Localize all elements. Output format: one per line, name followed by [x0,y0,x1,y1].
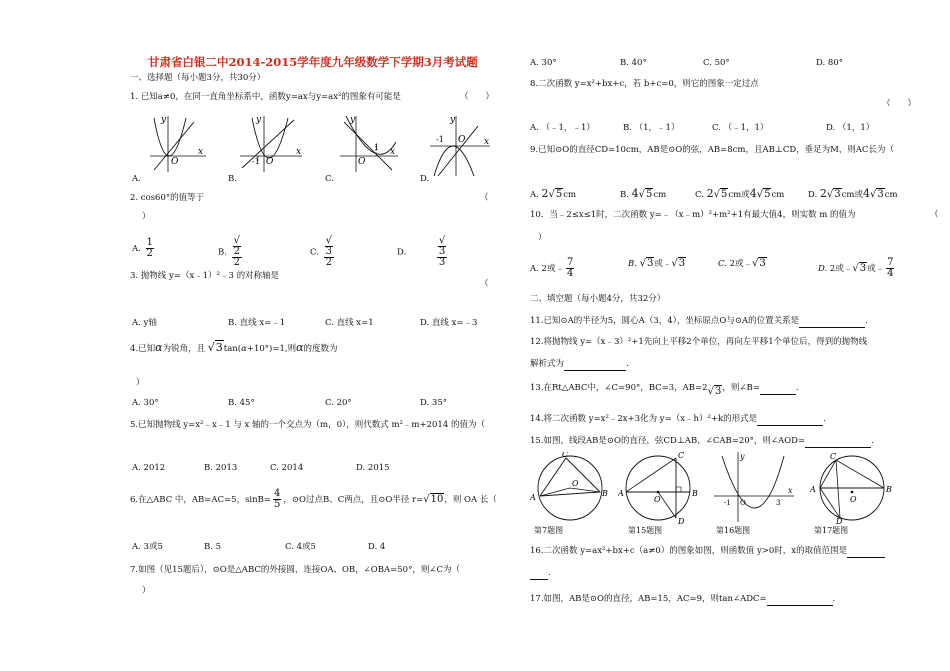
q6-option-c[interactable]: C. 4或5 [285,542,316,552]
q1c-y-label: y [350,115,356,125]
q9-stem: 9.已知⊙O的直径CD=10cm，AB是⊙O的弦，AB=8cm，且AB⊥CD，垂足为M，则AC长为（ [530,145,895,155]
q1a-x-label: x [198,147,204,157]
fig17-b: B [886,485,892,494]
right-column [490,0,950,671]
q1d-neg1: -1 [436,135,444,144]
q4-close-paren: ） [136,378,145,388]
fig15-b: B [692,489,698,498]
q4-option-c[interactable]: C. 20° [325,398,352,408]
fig17-c: C [830,452,837,461]
q14-stem: 14.将二次函数 y=x²﹣2x+3化为 y=（x﹣h）²+k的形式是 . [530,414,826,424]
fig16-three: 3 [776,499,781,507]
q10-stem: 10．当﹣2≤x≤1时，二次函数 y=﹣（x﹣m）²+m²+1有最大值4，则实数 m 的值为 [530,210,856,220]
q2-option-a[interactable]: A. $\frac{1}{2}$ [132,237,153,259]
q11-blank[interactable] [799,316,865,328]
q8-option-d[interactable]: D. （1，1） [826,123,875,133]
q2-paren: （ [480,193,489,203]
fig15-o: O [654,495,661,504]
q8-paren: （ ） [882,99,917,109]
q6-stem: 6.在△ABC 中，AB=AC=5，sinB= $\frac{4}{5}$ ，⊙O过点B、C两点，且⊙O半径 r=√10，则 OA 长（ [130,488,497,510]
fig7-a: A [530,493,536,502]
q15-blank[interactable] [805,436,871,448]
q5-option-a[interactable]: A. 2012 [132,463,166,473]
q2-option-d[interactable]: D. √ 3 3 [397,235,446,268]
q2-stem: 2. cos60°的值等于 [130,193,205,203]
q4-option-b[interactable]: B. 45° [228,398,255,408]
q12-stem-2: 解析式为 . [530,359,629,369]
q16-blank-2[interactable] [530,568,548,580]
q9-option-b[interactable]: B. 4√5cm [620,187,667,200]
fig15-d: D [678,517,685,524]
figure-q17 [808,452,896,524]
q1a-y-label: y [161,115,167,125]
q7-option-d[interactable]: D. 80° [816,58,843,68]
q6-option-b[interactable]: B. 5 [204,542,222,552]
q14-blank[interactable] [757,414,823,426]
q16-blank[interactable] [847,546,885,558]
q1c-x-label: x [390,147,396,157]
q8-option-b[interactable]: B. （1，﹣1） [623,123,680,133]
fig7-b: B [602,489,608,498]
q13-stem: 13.在Rt△ABC中，∠C=90°，BC=3，AB=2√3，则∠B= . [530,383,799,397]
q3-option-c[interactable]: C. 直线 x=1 [325,318,374,328]
q12-stem: 12.将抛物线 y=（x﹣3）²+1先向上平移2个单位，再向左平移1个单位后，得到的抛物线 [530,337,868,347]
caption-fig7: 第7题图 [534,526,564,535]
q17-stem: 17.如图，AB是⊙O的直径，AB=15，AC=9，则tan∠ADC= . [530,594,836,604]
q3-option-a[interactable]: A. y轴 [132,318,157,328]
q11-stem: 11.已知⊙A的半径为5，圆心A（3，4），坐标原点O与⊙A的位置关系是 . [530,316,868,326]
q7-option-c[interactable]: C. 50° [703,58,730,68]
q16-stem-2: . [530,568,551,580]
q1d-y-label: y [450,115,456,125]
q3-option-d[interactable]: D. 直线 x=﹣3 [420,318,478,328]
q8-option-c[interactable]: C. （﹣1，1） [712,123,769,133]
q2-option-b[interactable]: B. √ 2 2 [218,235,241,268]
q3-paren: （ [480,279,489,289]
q1d-x-label: x [484,137,490,147]
q1-graph-a [148,112,208,174]
q17-blank[interactable] [767,594,833,606]
q16-stem: 16.二次函数 y=ax²+bx+c（a≠0）的图象如图，则函数值 y>0时，x的取值范围是 [530,546,885,558]
q1b-x-label: x [296,147,302,157]
q2-option-c[interactable]: C. √ 3 2 [310,235,332,268]
caption-fig17: 第17题图 [814,526,849,535]
q1-graph-b [238,112,304,174]
q13-blank[interactable] [760,383,796,395]
caption-fig16: 第16题图 [716,526,751,535]
fig17-a: A [810,485,816,494]
fig16-o: O [740,499,746,507]
q3-stem: 3. 抛物线 y=（x﹣1）²﹣3 的对称轴是 [130,271,280,281]
q6-option-d[interactable]: D. 4 [368,542,386,552]
fig16-y: y [740,452,745,461]
figure-q16 [710,450,796,524]
q9-option-c[interactable]: C. 2√5cm或4√5cm [695,187,785,200]
q7-close-paren: ） [142,586,151,596]
q1-paren: （ ） [460,92,495,102]
q5-option-c[interactable]: C. 2014 [270,463,304,473]
fig16-neg1: -1 [724,499,731,507]
q10-paren: （ [930,210,939,220]
q5-stem: 5.已知抛物线 y=x²﹣x﹣1 与 x 轴的一个交点为（m，0），则代数式 m²﹣m+2014 的值为（ [130,420,485,430]
q10-option-c[interactable]: C. 2或﹣√3 [718,258,766,269]
q9-option-a[interactable]: A. 2√5cm [530,187,577,200]
q4-option-a[interactable]: A. 30° [132,398,159,408]
section-heading-fill: 二、填空题（每小题4分，共32分） [530,294,666,304]
q5-option-b[interactable]: B. 2013 [204,463,238,473]
figure-q7 [528,452,610,524]
q7-option-b[interactable]: B. 40° [620,58,647,68]
page-title: 甘肃省白银二中2014-2015学年度九年级数学下学期3月考试题 [148,55,478,69]
q1a-origin: O [171,157,179,167]
q1b-origin: O [266,157,274,167]
q7-option-a[interactable]: A. 30° [530,58,557,68]
fig15-a: A [618,489,624,498]
fig16-x: x [788,486,793,495]
q15-stem: 15.如图，线段AB是⊙O的直径，弦CD⊥AB，∠CAB=20°，则∠AOD= . [530,436,874,446]
q1-option-c[interactable]: C. [325,174,334,184]
q1-option-a[interactable]: A. [132,174,141,184]
q1-graph-c [338,112,400,174]
fig17-d: D [836,517,843,524]
q10-option-b[interactable]: B. √3或﹣√3 [628,258,686,269]
q1-option-b[interactable]: B. [228,174,237,184]
q8-stem: 8.二次函数 y=x²+bx+c，若 b+c=0，则它的图象一定过点 [530,79,759,89]
q1-stem: 1. 已知a≠0，在同一直角坐标系中，函数y=ax与y=ax²的图象有可能是 [130,92,401,102]
fig15-c: C [678,452,685,460]
q10-close-paren: ） [538,233,547,243]
q8-option-a[interactable]: A. （﹣1，﹣1） [530,123,595,133]
q12-blank[interactable] [564,359,626,371]
q1b-neg1: -1 [252,157,260,166]
caption-fig15: 第15题图 [628,526,663,535]
fig7-c: C [562,452,569,459]
q1c-origin: O [358,157,366,167]
q3-option-b[interactable]: B. 直线 x=﹣1 [228,318,286,328]
q1b-y-label: y [256,115,262,125]
q1-graph-d [428,112,492,178]
fig17-o: O [850,495,857,504]
q5-option-d[interactable]: D. 2015 [356,463,390,473]
q2-close-paren: ） [142,212,151,222]
q10-option-a[interactable]: A. 2或﹣ $\frac{7}{4}$ [530,257,574,279]
q10-option-d[interactable]: D. 2或﹣√3或﹣ $\frac{7}{4}$ [818,257,894,279]
q7-stem: 7.如图（见15题后），⊙O是△ABC的外接圆，连接OA、OB，∠OBA=50°，则∠C为（ [130,565,460,575]
figure-q15 [618,452,700,524]
q1-option-d[interactable]: D. [420,174,430,184]
q4-stem: 4.已知α为锐角，且 √3tan(α+10°)=1,则α的度数为 [130,341,338,354]
q4-option-d[interactable]: D. 35° [420,398,447,408]
section-heading-choice: 一、选择题（每小题3分，共30分） [130,73,266,83]
q1c-one: 1 [374,143,380,152]
fig7-o: O [572,479,579,488]
q9-option-d[interactable]: D. 2√3cm或4√3cm [808,187,898,200]
q1d-origin: O [458,135,466,145]
q6-option-a[interactable]: A. 3或5 [132,542,163,552]
